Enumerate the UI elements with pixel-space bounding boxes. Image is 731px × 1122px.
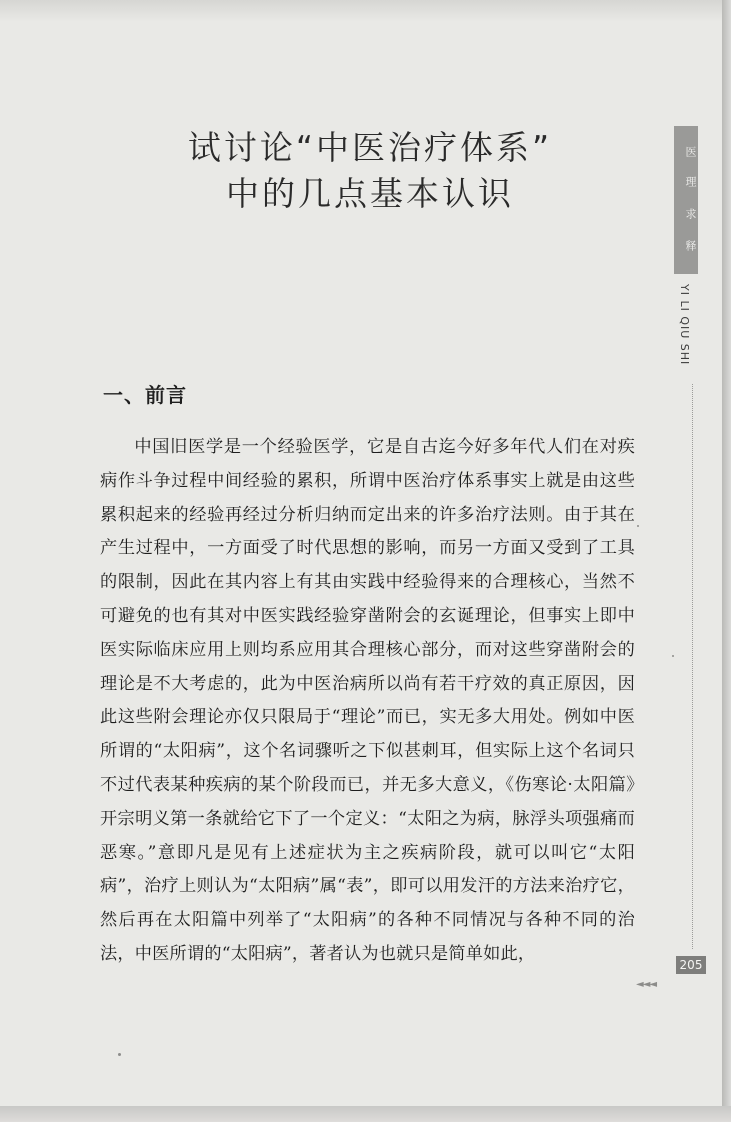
side-tab-label: 求: [684, 208, 697, 219]
margin-dotted-rule: [692, 384, 693, 949]
section-heading: 一、前言: [103, 383, 187, 407]
page-number: 205: [676, 956, 706, 974]
side-tab-label: 医: [684, 146, 697, 157]
page-top-edge: [0, 0, 724, 22]
body-paragraph: 中国旧医学是一个经验医学，它是自古迄今好多年代人们在对疾病作斗争过程中间经验的累积，所谓中医治疗体系事实上就是由这些累积起来的经验再经过分析归纳而定出来的许多治疗法则。由于其在产生过程中，一方面受了时代思想的影响，而另一方面又受到了工具的限制，因此在其内容上有其由实践中经验得来的合理核心，当然不可避免的也有其对中医实践经验穿凿附会的玄诞理论，但事实上即中医实际临床应用上则均系应用其合理核心部分，而对这些穿凿附会的理论是不大考虑的，此为中医治病所以尚有若干疗效的真正原因，因此这些附会理论亦仅只限局于“理论”而已，实无多大用处。例如中医所谓的“太阳病”，这个名词骤听之下似甚刺耳，但实际上这个名词只不过代表某种疾病的某个阶段而已，并无多大意义，《伤寒论·太阳篇》开宗明义第一条就给它下了一个定义：“太阳之为病，脉浮头项强痛而恶寒。”意即凡是见有上述症状为主之疾病阶段，就可以叫它“太阳病”，治疗上则认为“太阳病”属“表”，即可以用发汗的方法来治疗它，然后再在太阳篇中列举了“太阳病”的各种不同情况与各种不同的治法，中医所谓的“太阳病”，著者认为也就只是简单如此，: [100, 437, 635, 964]
page-bottom-shadow: [0, 1106, 731, 1122]
paper-speck: [672, 655, 674, 657]
side-tab-pinyin: YI LI QIU SHI: [678, 284, 691, 366]
paper-speck: [118, 1053, 121, 1056]
page-title-line-1: 试讨论“中医治疗体系”: [187, 128, 553, 167]
side-tab-label: 释: [684, 240, 697, 251]
page-arrows-icon: ◄◄◄: [636, 979, 657, 990]
side-tab-label: 理: [684, 176, 697, 187]
page-right-shadow: [722, 0, 731, 1122]
page-title-line-2: 中的几点基本认识: [226, 174, 514, 213]
paper-speck: [637, 525, 639, 527]
